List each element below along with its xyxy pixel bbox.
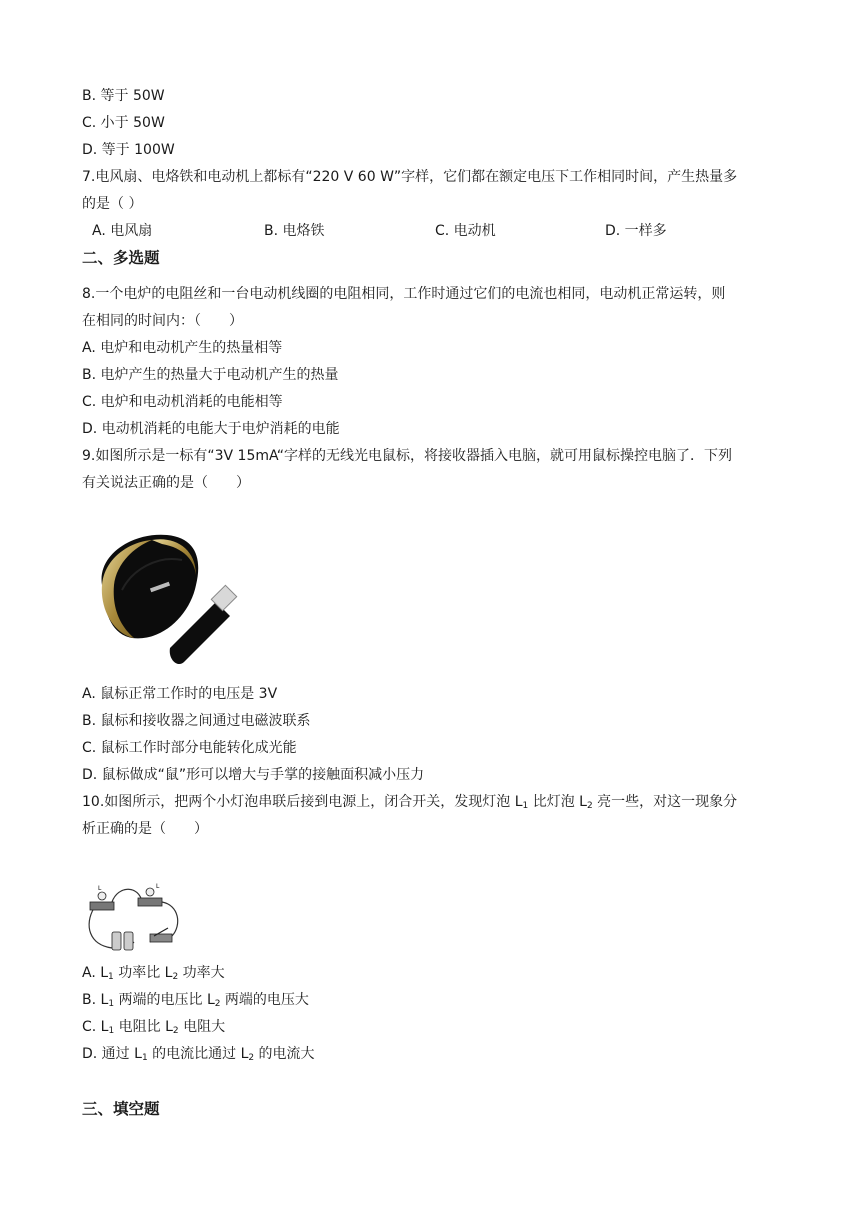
bulb-l2-icon xyxy=(138,883,162,906)
q6-option-d: D. 等于 100W xyxy=(82,142,175,158)
q8-option-d: D. 电动机消耗的电能大于电炉消耗的电能 xyxy=(82,421,340,437)
q10-option-c: C. $L_1$ 电阻比 $L_2$ 电阻大 xyxy=(82,1019,226,1036)
q9-stem-line2: 有关说法正确的是（ ） xyxy=(82,475,250,491)
q6-option-c: C. 小于 50W xyxy=(82,115,165,131)
q9-stem-line1: 9.如图所示是一标有“3V 15mA“字样的无线光电鼠标，将接收器插入电脑，就可用鼠标操控电脑了．下列 xyxy=(82,448,733,464)
q7-option-a: A. 电风扇 xyxy=(92,223,153,239)
q7-option-d: D. 一样多 xyxy=(605,223,667,239)
q9-option-a: A. 鼠标正常工作时的电压是 3V xyxy=(82,686,278,702)
q10-stem-line2: 析正确的是（ ） xyxy=(82,821,208,837)
mouse-icon xyxy=(102,535,199,639)
q10-option-b: B. $L_1$ 两端的电压比 $L_2$ 两端的电压大 xyxy=(82,992,309,1009)
section-heading-multiple-choice: 二、多选题 xyxy=(82,249,160,267)
section-heading-fill-in-blank: 三、填空题 xyxy=(82,1100,160,1118)
svg-text:L: L xyxy=(98,885,102,892)
q7-option-c: C. 电动机 xyxy=(435,223,496,239)
bulb-l1-icon xyxy=(90,885,114,910)
q10-option-d: D. 通过 $L_1$ 的电流比通过 $L_2$ 的电流大 xyxy=(82,1046,315,1063)
wireless-mouse-figure xyxy=(92,530,242,670)
q8-stem-line2: 在相同的时间内：（ ） xyxy=(82,313,243,329)
q9-option-d: D. 鼠标做成“鼠”形可以增大与手掌的接触面积减小压力 xyxy=(82,767,425,783)
series-circuit-figure xyxy=(84,880,184,955)
q10-stem-line1: 10.如图所示，把两个小灯泡串联后接到电源上，闭合开关，发现灯泡 $L_1$ 比灯泡 $L_2$ 亮一些，对这一现象分 xyxy=(82,794,738,811)
q8-option-b: B. 电炉产生的热量大于电动机产生的热量 xyxy=(82,367,339,383)
q9-option-b: B. 鼠标和接收器之间通过电磁波联系 xyxy=(82,713,311,729)
q8-option-a: A. 电炉和电动机产生的热量相等 xyxy=(82,340,283,356)
q7-stem-line2: 的是（ ） xyxy=(82,196,143,212)
battery-icon xyxy=(112,932,133,950)
switch-icon xyxy=(150,928,172,942)
q9-option-c: C. 鼠标工作时部分电能转化成光能 xyxy=(82,740,297,756)
q8-option-c: C. 电炉和电动机消耗的电能相等 xyxy=(82,394,283,410)
q6-option-b: B. 等于 50W xyxy=(82,88,165,104)
q10-option-a: A. $L_1$ 功率比 $L_2$ 功率大 xyxy=(82,965,225,982)
svg-text:L: L xyxy=(156,883,160,890)
q8-stem-line1: 8.一个电炉的电阻丝和一台电动机线圈的电阻相同，工作时通过它们的电流也相同，电动机正常运转，则 xyxy=(82,286,726,302)
q7-option-b: B. 电烙铁 xyxy=(264,223,325,239)
q7-stem-line1: 7.电风扇、电烙铁和电动机上都标有“220 V 60 W”字样，它们都在额定电压下工作相同时间，产生热量多 xyxy=(82,169,738,185)
